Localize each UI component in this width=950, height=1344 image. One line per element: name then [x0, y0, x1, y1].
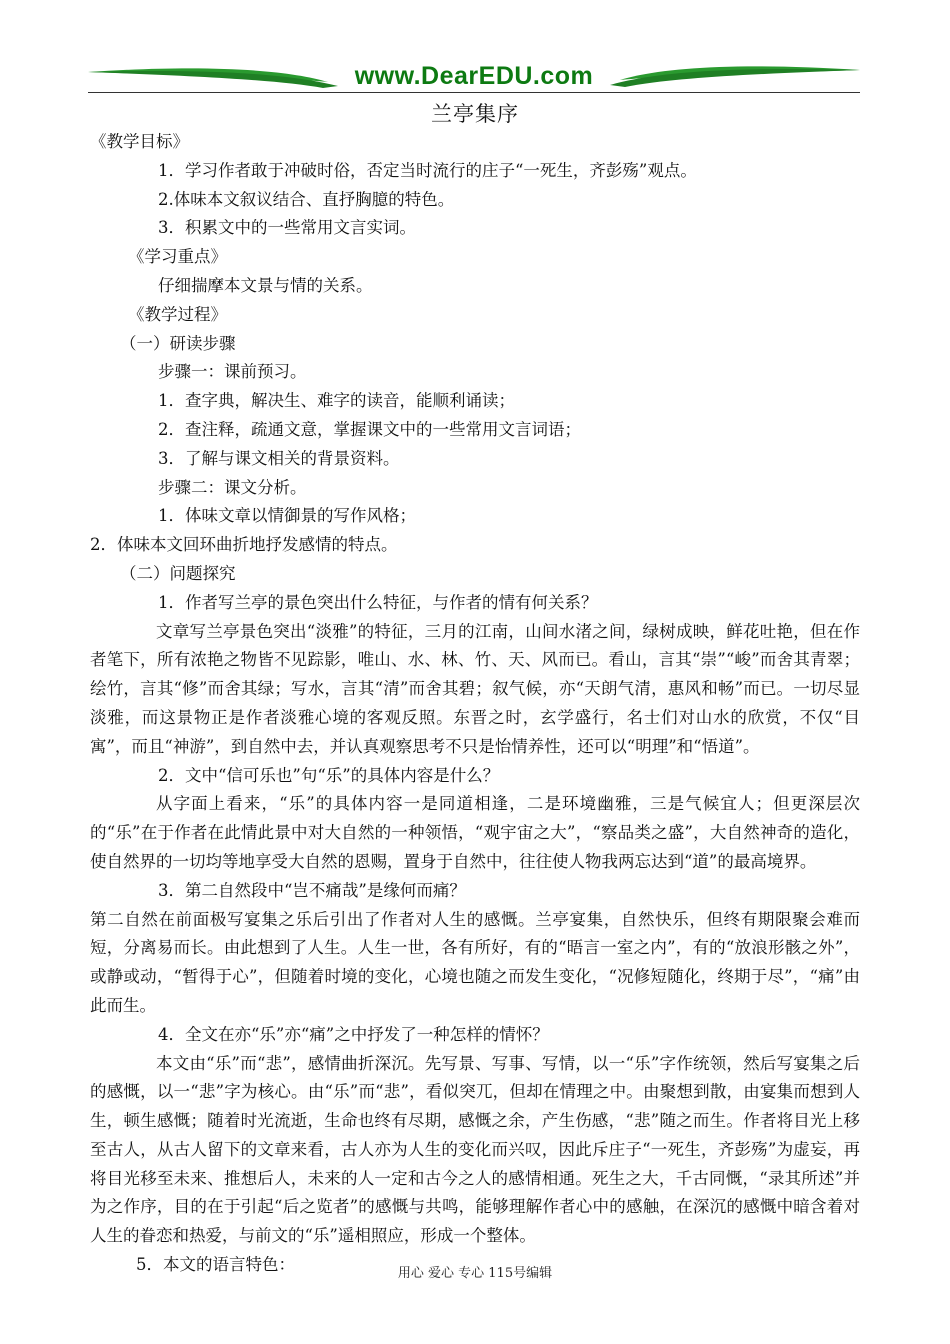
step-heading: 步骤二：课文分析。	[158, 477, 307, 497]
list-item: 1．学习作者敢于冲破时俗，否定当时流行的庄子“一死生，齐彭殇”观点。	[158, 160, 697, 180]
list-item: 3．积累文中的一些常用文言实词。	[158, 218, 416, 238]
page-title: 兰亭集序	[431, 102, 519, 126]
header-divider	[88, 92, 860, 93]
list-item: 1．查字典，解决生、难字的读音，能顺利诵读；	[158, 391, 515, 411]
question: 2．文中“信可乐也”句“乐”的具体内容是什么？	[158, 765, 500, 785]
question: 5．本文的语言特色：	[136, 1255, 295, 1275]
list-item: 2．查注释，疏通文意，掌握课文中的一些常用文言词语；	[158, 419, 581, 439]
page-footer: 用心 爱心 专心 115号编辑	[397, 1266, 553, 1281]
subsection-heading: （二）问题探究	[120, 563, 236, 583]
document-body	[90, 128, 860, 1280]
step-heading: 步骤一：课前预习。	[158, 362, 307, 382]
answer-paragraph: 第二自然在前面极写宴集之乐后引出了作者对人生的感慨。兰亭宴集，自然快乐，但终有期限聚会难而短，分离易而长。由此想到了人生。人生一世，各有所好，有的“晤言一室之内”，有的“放浪形骸之外”，或静或动，“暂得于心”，但随着时境的变化，心境也随之而发生变化，“况修短随化，终期于尽”，“痛”由此而生。	[90, 909, 860, 1015]
list-item: 2．体味本文回环曲折地抒发感情的特点。	[90, 535, 398, 555]
section-heading: 《教学目标》	[90, 132, 189, 151]
paragraph: 仔细揣摩本文景与情的关系。	[158, 275, 373, 295]
section-heading: 《学习重点》	[128, 247, 227, 267]
subsection-heading: （一）研读步骤	[120, 333, 236, 353]
answer-paragraph: 从字面上看来，“乐”的具体内容一是同道相逢，二是环境幽雅，三是气候宜人；但更深层次的“乐”在于作者在此情此景中对大自然的一种领悟，“观宇宙之大”，“察品类之盛”，大自然神奇的造化，使自然界的一切均等地享受大自然的恩赐，置身于自然中，往往使人物我两忘达到“道”的最高境界。	[90, 794, 860, 871]
question: 4．全文在亦“乐”亦“痛”之中抒发了一种怎样的情怀？	[158, 1024, 549, 1044]
list-item: 1．体味文章以情御景的写作风格；	[158, 506, 416, 526]
site-logo-text[interactable]: www.DearEDU.com	[354, 62, 594, 90]
question: 3．第二自然段中“岂不痛哉”是缘何而痛？	[158, 880, 466, 900]
list-item: 3．了解与课文相关的背景资料。	[158, 448, 400, 468]
answer-paragraph: 本文由“乐”而“悲”，感情曲折深沉。先写景、写事、写情，以一“乐”字作统领，然后写宴集之后的感慨，以一“悲”字为核心。由“乐”而“悲”，看似突兀，但却在情理之中。由聚想到散，由宴集而想到人生，顿生感慨；随着时光流逝，生命也终有尽期，感慨之余，产生伤感，“悲”随之而生。作者将目光上移至古人，从古人留下的文章来看，古人亦为人生的变化而兴叹，因此斥庄子“一死生，齐彭殇”为虚妄，再将目光移至未来、推想后人，未来的人一定和古今之人的感情相通。死生之大，千古同慨，“录其所述”并为之作序，目的在于引起“后之览者”的感慨与共鸣，能够理解作者心中的感触，在深沉的感慨中暗含着对人生的眷恋和热爱，与前文的“乐”遥相照应，形成一个整体。	[90, 1053, 860, 1246]
list-item: 2.体味本文叙议结合、直抒胸臆的特色。	[158, 189, 455, 209]
answer-paragraph: 文章写兰亭景色突出“淡雅”的特征，三月的江南，山间水渚之间，绿树成映，鲜花吐艳，但在作者笔下，所有浓艳之物皆不见踪影，唯山、水、林、竹、天、风而已。看山，言其“崇”“峻”而舍其青翠；绘竹，言其“修”而舍其绿；写水，言其“清”而舍其碧；叙气候，亦“天朗气清，惠风和畅”而已。一切尽显淡雅，而这景物正是作者淡雅心境的客观反照。东晋之时，玄学盛行，名士们对山水的欣赏，不仅“目寓”，而且“神游”，到自然中去，并认真观察思考不只是怡情养性，还可以“明理”和“悟道”。	[90, 621, 860, 756]
section-heading: 《教学过程》	[128, 304, 227, 324]
question: 1．作者写兰亭的景色突出什么特征，与作者的情有何关系？	[158, 592, 598, 612]
